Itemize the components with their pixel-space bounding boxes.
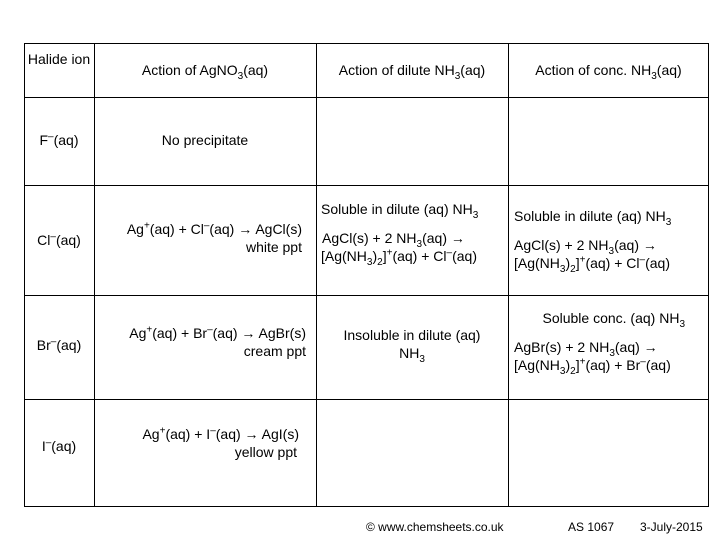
halide-bromide: Br–(aq)	[36, 336, 82, 353]
header-dilute-nh3: Action of dilute $NH_3(aq)$	[338, 62, 486, 82]
row-divider	[24, 399, 709, 400]
row-divider	[24, 185, 709, 186]
conc-bromide: Soluble conc. (aq) $NH_3$ AgBr(s) + 2 $NH_3(aq)$ → $[Ag(NH_3)_2]^+(aq) + Br^-(aq)$	[514, 310, 685, 377]
agno3-fluoride: No precipitate	[161, 132, 249, 148]
dilute-bromide: Insoluble in dilute (aq) $NH_3$	[343, 327, 481, 365]
conc-chloride: Soluble in dilute (aq) $NH_3$ AgCl(s) + 2 $NH_3(aq)$ → $[Ag(NH_3)_2]^+(aq) + Cl^-(aq)$	[514, 208, 672, 275]
halide-iodide: I–(aq)	[41, 437, 77, 454]
halide-fluoride: F–(aq)	[39, 131, 79, 148]
halide-chloride: Cl–(aq)	[37, 231, 81, 248]
agno3-iodide: Ag+(aq) + I–(aq) → AgI(s) yellow ppt	[142, 425, 299, 460]
footer-date: 3-July-2015	[640, 520, 703, 534]
column-divider	[316, 43, 317, 507]
halide-table	[24, 43, 709, 507]
row-divider	[24, 295, 709, 296]
row-divider	[24, 97, 709, 98]
agno3-bromide: Ag+(aq) + Br–(aq) → AgBr(s) cream ppt	[129, 324, 306, 359]
footer-copyright: © www.chemsheets.co.uk	[366, 520, 504, 534]
dilute-chloride: Soluble in dilute (aq) $NH_3$ AgCl(s) + 2 $NH_3(aq)$ → $[Ag(NH_3)_2]^+(aq) + Cl^-(aq)$	[321, 201, 479, 268]
header-agno3: Action of AgNO$_3$(aq)	[141, 62, 269, 82]
footer-code: AS 1067	[568, 520, 615, 534]
header-halide-ion: Halide ion	[27, 51, 91, 67]
agno3-chloride: Ag+(aq) + Cl–(aq) → AgCl(s) white ppt	[126, 220, 302, 255]
header-conc-nh3: Action of conc. $NH_3(aq)$	[535, 62, 682, 82]
column-divider	[508, 43, 509, 507]
